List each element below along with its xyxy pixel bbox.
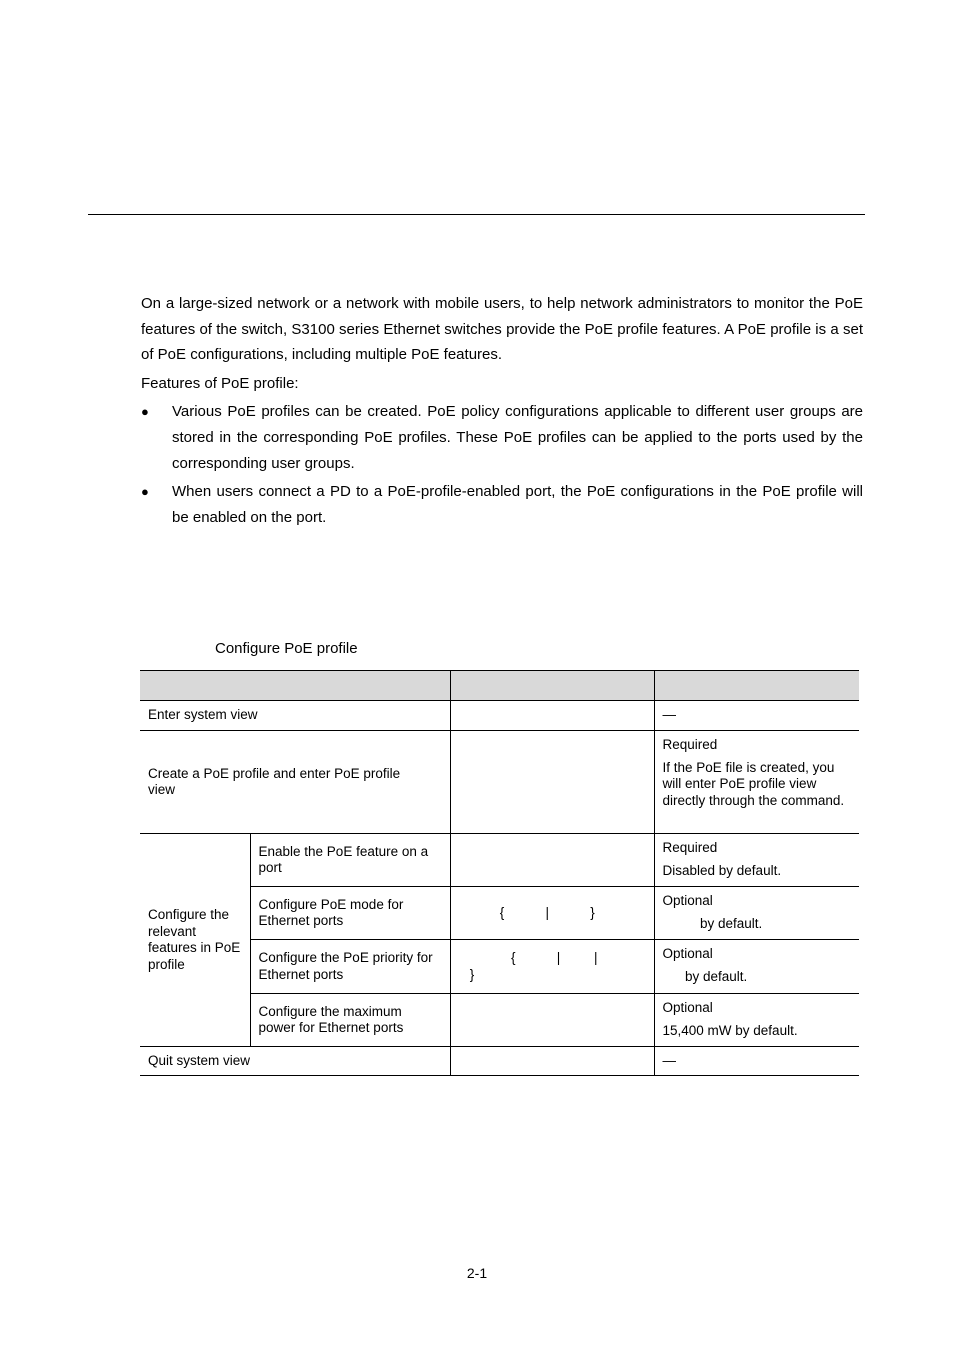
bullet-icon: ● — [141, 484, 149, 499]
operation-cell: Quit system view — [140, 1047, 450, 1076]
command-cell — [450, 731, 654, 834]
bullet-text: Various PoE profiles can be created. PoE policy configurations applicable to different user groups are stored in the corresponding PoE profiles. These PoE profiles can be applied to the ports used by the corresponding user groups. — [172, 403, 863, 472]
command-cell — [450, 994, 654, 1047]
features-heading: Features of PoE profile: — [141, 375, 299, 392]
remark-line: Required — [662, 737, 718, 752]
command-syntax: { | } — [458, 904, 595, 920]
command-syntax: } — [458, 966, 475, 982]
header-cell-remarks — [654, 671, 859, 701]
operation-cell: Enable the PoE feature on a port — [250, 834, 450, 887]
table-row — [140, 1047, 859, 1076]
remark-line: 15,400 mW by default. — [662, 1022, 798, 1038]
config-table — [140, 670, 859, 1076]
remark-line: Optional — [662, 1000, 713, 1015]
page-number: 2-1 — [466, 1265, 488, 1281]
operation-cell: Configure the PoE priority for Ethernet ports — [250, 940, 450, 994]
remark-line: If the PoE file is created, you will enter PoE profile view directly through the command. — [662, 759, 845, 808]
table-row — [140, 731, 859, 834]
remarks-cell: — — [654, 701, 859, 731]
remarks-cell — [654, 940, 859, 994]
list-item — [141, 479, 863, 531]
intro-paragraph: On a large-sized network or a network with mobile users, to help network administrators to monitor the PoE features of the switch, S3100 series Ethernet switches provide the PoE profile features. A PoE profile is a set of PoE configurations, including multiple PoE features. — [141, 295, 863, 363]
remarks-cell: — — [654, 1047, 859, 1076]
command-cell — [450, 1047, 654, 1076]
table-caption: Configure PoE profile — [215, 640, 358, 657]
operation-cell: Configure the maximum power for Ethernet ports — [250, 994, 450, 1047]
remark-line: Optional — [662, 893, 713, 908]
remarks-cell — [654, 994, 859, 1047]
operation-cell: Configure PoE mode for Ethernet ports — [250, 887, 450, 940]
header-cell-operation — [140, 671, 450, 701]
command-syntax: { | | — [458, 950, 598, 965]
bullet-icon: ● — [141, 404, 149, 419]
command-cell — [450, 834, 654, 887]
command-cell — [450, 701, 654, 731]
remark-line: Disabled by default. — [662, 862, 782, 878]
command-cell — [450, 887, 654, 940]
features-list — [141, 399, 863, 533]
group-label-cell: Configure the relevant features in PoE profile — [140, 834, 250, 1047]
operation-cell: Create a PoE profile and enter PoE profile view — [140, 731, 450, 834]
remark-line: Optional — [662, 946, 713, 961]
remarks-cell — [654, 731, 859, 834]
operation-cell: Enter system view — [140, 701, 450, 731]
remark-line: by default. — [662, 968, 748, 984]
remarks-cell — [654, 887, 859, 940]
table-row — [140, 834, 859, 887]
header-cell-command — [450, 671, 654, 701]
list-item — [141, 399, 863, 477]
table-row — [140, 701, 859, 731]
table-header-row — [140, 671, 859, 701]
section-rule — [88, 214, 865, 215]
remark-line: Required — [662, 840, 718, 855]
bullet-text: When users connect a PD to a PoE-profile-enabled port, the PoE configurations in the PoE profile will be enabled on the port. — [172, 483, 863, 526]
remark-line: by default. — [662, 915, 763, 931]
remarks-cell — [654, 834, 859, 887]
command-cell — [450, 940, 654, 994]
